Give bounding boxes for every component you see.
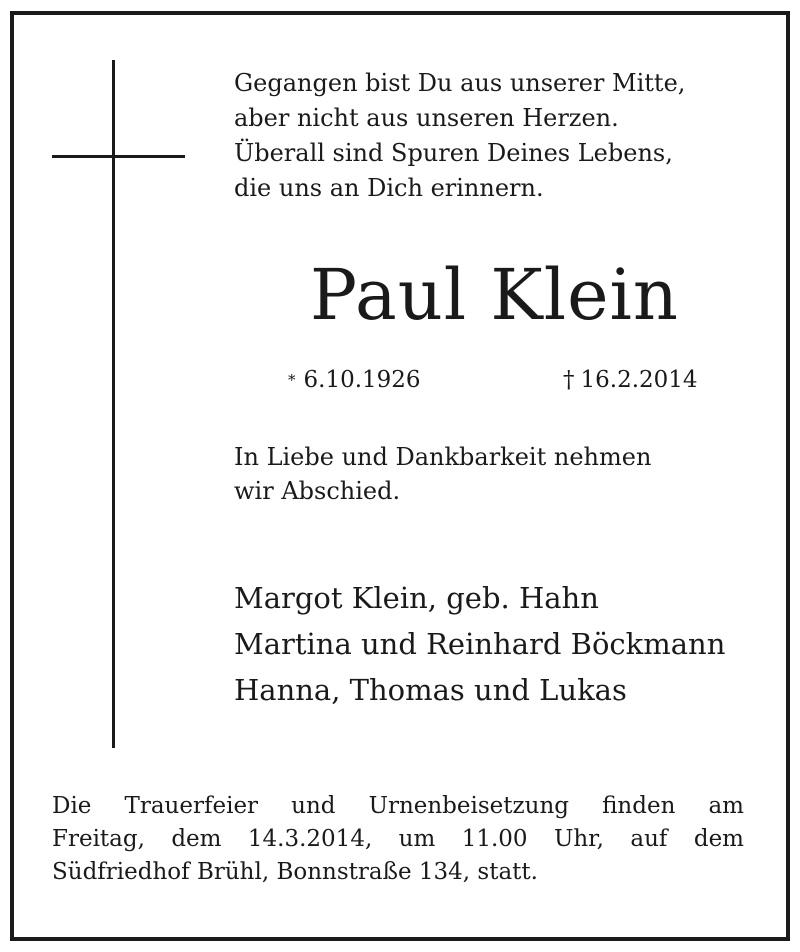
mourner-name: Hanna, Thomas und Lukas xyxy=(234,673,627,707)
poem-line: Überall sind Spuren Deines Lebens, xyxy=(234,139,673,167)
birth-date-block xyxy=(288,365,421,395)
birth-date: 6.10.1926 xyxy=(303,367,421,393)
deceased-name: Paul Klein xyxy=(310,254,679,336)
death-date: 16.2.2014 xyxy=(580,367,698,393)
poem-line: die uns an Dich erinnern. xyxy=(234,174,544,202)
memorial-poem xyxy=(234,66,754,206)
service-line: Freitag, dem 14.3.2014, um 11.00 Uhr, auf dem xyxy=(52,826,744,852)
birth-star-icon: * xyxy=(288,371,296,389)
mourner-name: Margot Klein, geb. Hahn xyxy=(234,581,599,615)
cross-icon-vertical-bar xyxy=(112,60,115,748)
poem-line: Gegangen bist Du aus unserer Mitte, xyxy=(234,69,686,97)
farewell-line: wir Abschied. xyxy=(234,477,401,505)
mourners-list xyxy=(234,575,725,713)
farewell-line: In Liebe und Dankbarkeit nehmen xyxy=(234,443,652,471)
death-dagger-icon: † xyxy=(563,367,575,393)
poem-line: aber nicht aus unseren Herzen. xyxy=(234,104,619,132)
service-line: Die Trauerfeier und Urnenbeisetzung finden am xyxy=(52,793,744,819)
mourner-name: Martina und Reinhard Böckmann xyxy=(234,627,726,661)
farewell-text xyxy=(234,440,651,508)
death-date-block xyxy=(563,365,698,395)
service-line: Südfriedhof Brühl, Bonnstraße 134, statt. xyxy=(52,859,538,885)
cross-icon-horizontal-bar xyxy=(52,155,185,158)
funeral-service-notice xyxy=(52,790,744,889)
